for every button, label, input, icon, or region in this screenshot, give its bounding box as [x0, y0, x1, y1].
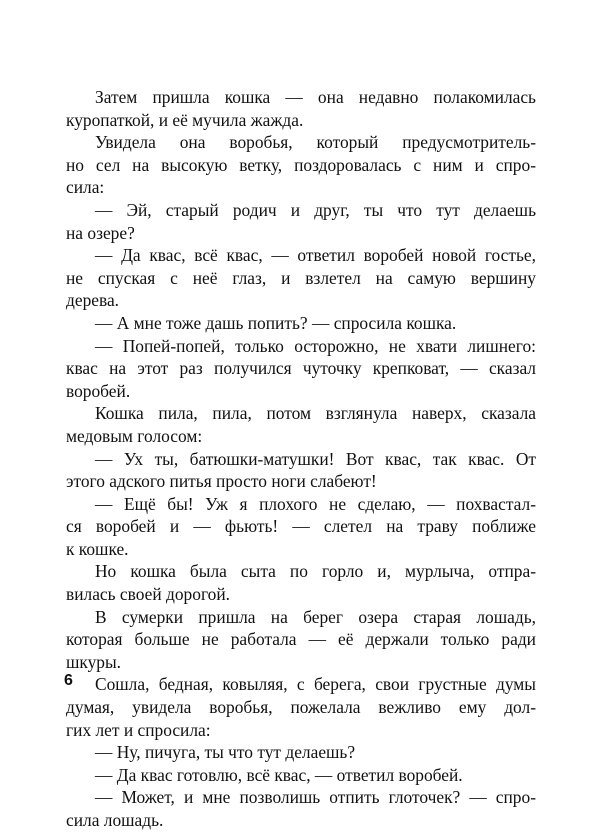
text-line: — Ещё бы! Уж я плохого не сделаю, — похвастал- — [95, 493, 536, 514]
text-line: медовым голосом: — [66, 425, 203, 446]
text-line: гих лет и спросила: — [66, 719, 211, 740]
text-line: Увидела она воробья, который предусмотритель- — [95, 132, 536, 153]
text-line: — Ну, пичуга, ты что тут делаешь? — [95, 742, 356, 763]
text-line: — Эй, старый родич и друг, ты что тут делаешь — [95, 199, 536, 220]
text-line: — А мне тоже дашь попить? — спросила кошка. — [95, 312, 457, 333]
text-line: Но кошка была сыта по горло и, мурлыча, отпра- — [95, 561, 536, 582]
text-line: этого адского питья просто ноги слабеют! — [66, 471, 377, 492]
text-line: Кошка пила, пила, потом взглянула наверх, сказала — [95, 403, 536, 424]
text-line: шкуры. — [66, 651, 122, 672]
text-line: воробей. — [66, 380, 131, 401]
text-line: — Может, и мне позволишь отпить глоточек? — спро- — [95, 787, 536, 808]
text-line: сила лошадь. — [66, 810, 164, 830]
text-line: — Да квас готовлю, всё квас, — ответил воробей. — [95, 764, 463, 785]
text-line: квас на этот раз получился чуточку крепковат, — сказал — [66, 358, 536, 379]
text-line: к кошке. — [66, 538, 129, 559]
text-line: сила: — [66, 177, 105, 198]
text-line: которая больше не работала — её держали только ради — [66, 629, 536, 650]
text-line: ся воробей и — фьють! — слетел на траву поближе — [66, 516, 536, 537]
text-line: Затем пришла кошка — она недавно полакомилась — [95, 87, 536, 107]
story-text — [66, 86, 536, 832]
text-line: но сел на высокую ветку, поздоровалась с ним и спро- — [66, 154, 536, 175]
text-line: — Ух ты, батюшки-матушки! Вот квас, так квас. От — [95, 448, 536, 469]
text-line: на озере? — [66, 222, 135, 243]
text-line: дерева. — [66, 290, 120, 311]
text-line: вилась своей дорогой. — [66, 584, 230, 605]
text-line: В сумерки пришла на берег озера старая лошадь, — [95, 606, 536, 627]
text-line: — Да квас, всё квас, — ответил воробей новой гостье, — [95, 245, 536, 266]
page-number: 6 — [64, 672, 73, 689]
text-line: — Попей-попей, только осторожно, не хвати лишнего: — [95, 335, 536, 356]
text-line: Сошла, бедная, ковыляя, с берега, свои грустные думы — [95, 674, 536, 695]
text-line: куропаткой, и её мучила жажда. — [66, 109, 304, 130]
text-line: думая, увидела воробья, пожелала вежливо ему дол- — [66, 697, 536, 718]
text-line: не спуская с неё глаз, и взлетел на самую вершину — [66, 267, 536, 288]
